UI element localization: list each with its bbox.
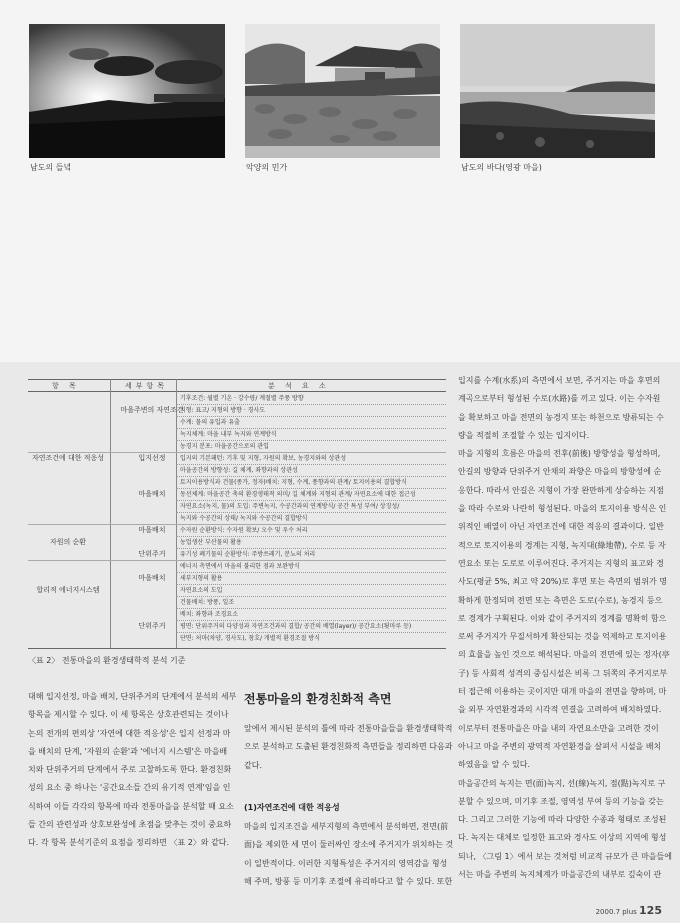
text-line: 을 확보하고 마을 전면의 농경지 또는 하천으로 방류되는 수 [458, 412, 664, 422]
text-line: 적으로 토지이용의 경계는 지형, 녹지대(綠地帶), 수로 등 자 [458, 540, 666, 550]
page-number: 125 [639, 904, 662, 917]
table-cell: 마을배치 [138, 574, 166, 582]
text-line: 다. 녹지는 대체로 일정한 표고와 경사도 이상의 지역에 형성 [458, 833, 667, 843]
page-footer [596, 904, 662, 917]
photo-house [245, 24, 440, 158]
text-line: 성의 요소 중 하나는 '공간요소들 간의 유기적 연계'임을 인 [28, 783, 231, 793]
text-line: 다. 각 항목 분석기준의 요점을 정리하면 〈표 2〉와 같다. [28, 838, 230, 848]
text-line: 서는 마을 주변의 녹지체계가 마을공간의 내부로 깊숙이 관 [458, 870, 662, 880]
text-line: 들 간의 관련성과 상호보완성에 초점을 맞추는 것이 중요하 [28, 820, 232, 830]
table-header: 항 목 [52, 382, 80, 390]
table-cell: 자원의 순환 [49, 538, 87, 546]
table-cell: 합리적 에너지시스템 [36, 586, 100, 594]
table-cell: 녹지체계: 마을 내부 녹지와 연계방식 [180, 431, 277, 438]
text-line: 치와 단위주거의 단계에서 주로 고찰하도록 한다. 환경친화 [28, 765, 232, 775]
table-cell: 수자원 순환방식: 수자원 확보/ 오수 및 우수 처리 [180, 527, 308, 534]
text-line: 앞에서 제시된 분석의 틀에 따라 전통마을들을 환경생태학적 [244, 724, 453, 733]
table-cell: 자연요소의 도입 [180, 587, 223, 594]
text-line: 계곡으로부터 형성된 수로(水路)를 끼고 있다. 이는 수자원 [458, 394, 661, 404]
table-cell: 마을배치 [138, 490, 166, 498]
table-cell: 단위주거 [138, 550, 166, 558]
left-column [28, 688, 237, 853]
text-line: 마을공간의 녹지는 면(面)녹지, 선(線)녹지, 점(點)녹지로 구 [458, 778, 666, 788]
section-title: 전통마을의 환경친화적 측면 [244, 692, 392, 706]
table-cell: 단면: 처마(차양, 경사도), 창호/ 개별적 환경조절 방식 [180, 635, 320, 642]
photo-caption: 남도의 바다(영광 마을) [461, 163, 542, 172]
text-line: 분할 수 있으며, 미기후 조절, 영역성 부여 등의 기능을 갖는 [458, 796, 664, 806]
table-cell: 농경지 분포: 마을공간으로의 관입 [180, 443, 269, 450]
table-cell: 자연요소(녹지, 물)의 도입: 주변녹지, 수공간과의 연계방식/ 공간 특성 부여/ 상징성/ [180, 503, 400, 510]
table-header: 분 석 요 소 [268, 382, 330, 390]
photo-caption: 남도의 들녘 [30, 163, 72, 172]
text-line: 논의 전개의 편의상 '자연에 대한 적응성'은 입지 선정과 마 [28, 728, 231, 738]
middle-body [244, 818, 454, 891]
text-line: 대해 입지선정, 마을 배치, 단위주거의 단계에서 분석의 세부 [28, 692, 237, 701]
text-line: 이로부터 전통마을은 마을 내의 자연요소만을 고려한 것이 [458, 723, 659, 733]
text-line: 으로 분석하고 도출된 환경친화적 측면들을 정리하면 다음과 [244, 742, 453, 752]
photo-fields [29, 24, 225, 158]
table-cell: 지형: 표고/ 지형의 방향 · 경사도 [180, 407, 266, 414]
text-line: 을 외부 자연환경과의 시각적 연결을 고려하여 배치하였다. [458, 705, 662, 715]
text-line: 응한다. 따라서 안길은 지형이 가장 완만하게 상승하는 지점 [458, 485, 664, 495]
text-line: 사도(평균 5%, 최고 약 20%)로 후면 또는 측면의 범위가 명 [458, 577, 667, 587]
table-cell: 건물배치: 방풍, 일조 [180, 599, 235, 606]
text-line: 해 주며, 방풍 등 미기후 조절에 유리하다고 할 수 있다. 또한 [244, 876, 453, 886]
photo-sea [460, 24, 655, 158]
text-line: 面)을 제외한 세 면이 둘러싸인 장소에 주거지가 위치하는 것 [244, 840, 454, 850]
table-cell: 단위주거 [138, 622, 166, 630]
table-cell: 농업생산 부산물의 활용 [180, 539, 242, 546]
text-line: 위적인 배열이 아닌 자연조건에 대한 적응의 결과이다. 일반 [458, 522, 664, 532]
table-cell: 배치: 좌향과 조경요소 [180, 611, 239, 618]
text-line: 입지를 수계(水系)의 측면에서 보면, 주거지는 마을 후면의 [458, 376, 661, 385]
text-line: 마을 지형의 흐름은 마을의 전후(前後) 방향성을 형성하며, [458, 449, 661, 459]
text-line: 항목을 제시할 수 있다. 이 세 항목은 상호관련되는 것이나 [28, 710, 229, 720]
table-cell: 세부지형의 활용 [180, 575, 223, 582]
issue-label: 2000.7 plus [595, 908, 637, 916]
text-line: 안길의 방향과 단위주거 안채의 좌향은 마을의 방향성에 순 [458, 467, 662, 477]
text-line: 아니고 마을 주변의 광역적 자연환경을 살펴서 시설을 배치 [458, 741, 662, 751]
text-line: 로써 주거지가 무질서하게 확산되는 것을 억제하고 토지이용 [458, 632, 667, 642]
table-cell: 입지선정 [138, 454, 166, 462]
text-line: 子) 등 사회적 성격의 중심시설은 비록 그 뒤쪽의 주거지로부 [458, 668, 668, 678]
text-line: 확하게 한정되며 전면 또는 측면은 도로(수로), 농경지 등으 [458, 595, 663, 605]
text-line: 의 효율을 높인 것으로 해석된다. 마을의 전면에 있는 정자(亭 [458, 650, 670, 660]
photo-caption: 악양의 민가 [246, 163, 288, 172]
text-line: 다. 그리고 그러한 기능에 따라 다양한 수종과 형태로 조성된 [458, 815, 667, 825]
table-cell: 에너지 측면에서 마을의 불리한 점과 보완방식 [180, 563, 300, 570]
table-cell: 평면: 단위주거의 다양성과 자연조건과의 결합/ 공간의 배열(layer)/ 공간요소(툇마루 등) [180, 623, 412, 630]
table-cell: 입지의 기본패턴: 기후 및 지형, 자원의 확보, 농경지와의 상관성 [180, 455, 346, 462]
text-line: 같다. [244, 760, 262, 770]
text-line: 연요소 또는 도로로 이루어진다. 주거지는 지형의 표고와 경 [458, 558, 664, 568]
table-cell: 토지이용방식과 건물(종가, 정자)배치: 지형, 수계, 풍향과의 관계/ 토지이용의 결합방식 [180, 479, 407, 486]
table-caption: 〈표 2〉 전통마을의 환경생태학적 분석 기준 [28, 656, 186, 665]
text-line: 식하여 이들 각각의 항목에 따라 전통마을을 분석할 때 요소 [28, 801, 234, 811]
middle-intro [244, 720, 453, 775]
table-cell: 마을배치 [138, 526, 166, 534]
text-line: 을 따라 수로와 나란히 형성된다. 마을의 토지이용 방식은 인 [458, 504, 667, 514]
text-line: 량을 적절히 조절할 수 있는 입지이다. [458, 430, 590, 440]
text-line: 마을의 입지조건을 세부지형의 측면에서 분석하면, 전면(前 [244, 822, 449, 831]
table-cell: 유기성 폐기물의 순환방식: 주방쓰레기, 분뇨의 처리 [180, 551, 316, 558]
text-line: 하였음을 알 수 있다. [458, 760, 530, 770]
table-header: 세부항목 [125, 382, 169, 390]
table-cell: 마을공간의 방향성: 길 체계, 좌향과의 상관성 [180, 467, 298, 474]
table-cell: 동선체계: 마을공간 축의 환경생태적 의미/ 길 체계와 지형의 관계/ 자연요소에 대한 접근성 [180, 491, 416, 498]
text-line: 을 배치의 단계, '자원의 순환'과 '에너지 시스템'은 마을배 [28, 746, 228, 756]
table-cell: 수계: 물의 유입과 유출 [180, 419, 240, 426]
text-line: 로 경계가 구획된다. 이와 같이 주거지의 경계를 명확히 함으 [458, 613, 667, 623]
table-cell: 마을주변의 자연조건 [120, 406, 184, 414]
analysis-table [28, 379, 446, 649]
table-cell: 녹지와 수공간의 상태/ 녹지와 수공간의 결합방식 [180, 515, 308, 522]
text-line: 이 일반적이다. 이러한 지형특성은 주거지의 영역감을 형성 [244, 858, 448, 868]
table-cell: 자연조건에 대한 적응성 [31, 454, 105, 462]
text-line: 터 접근해 이용하는 곳이지만 대개 마을의 전면을 향하며, 마 [458, 687, 667, 697]
right-column [458, 372, 672, 884]
table-cell: 기후조건: 월별 기온 · 강수량/ 계절별 주풍 방향 [180, 395, 304, 402]
text-line: 되나, 〈그림 1〉에서 보는 것처럼 비교적 규모가 큰 마을들에 [458, 851, 672, 861]
subsection-title: (1)자연조건에 대한 적응성 [244, 803, 340, 812]
